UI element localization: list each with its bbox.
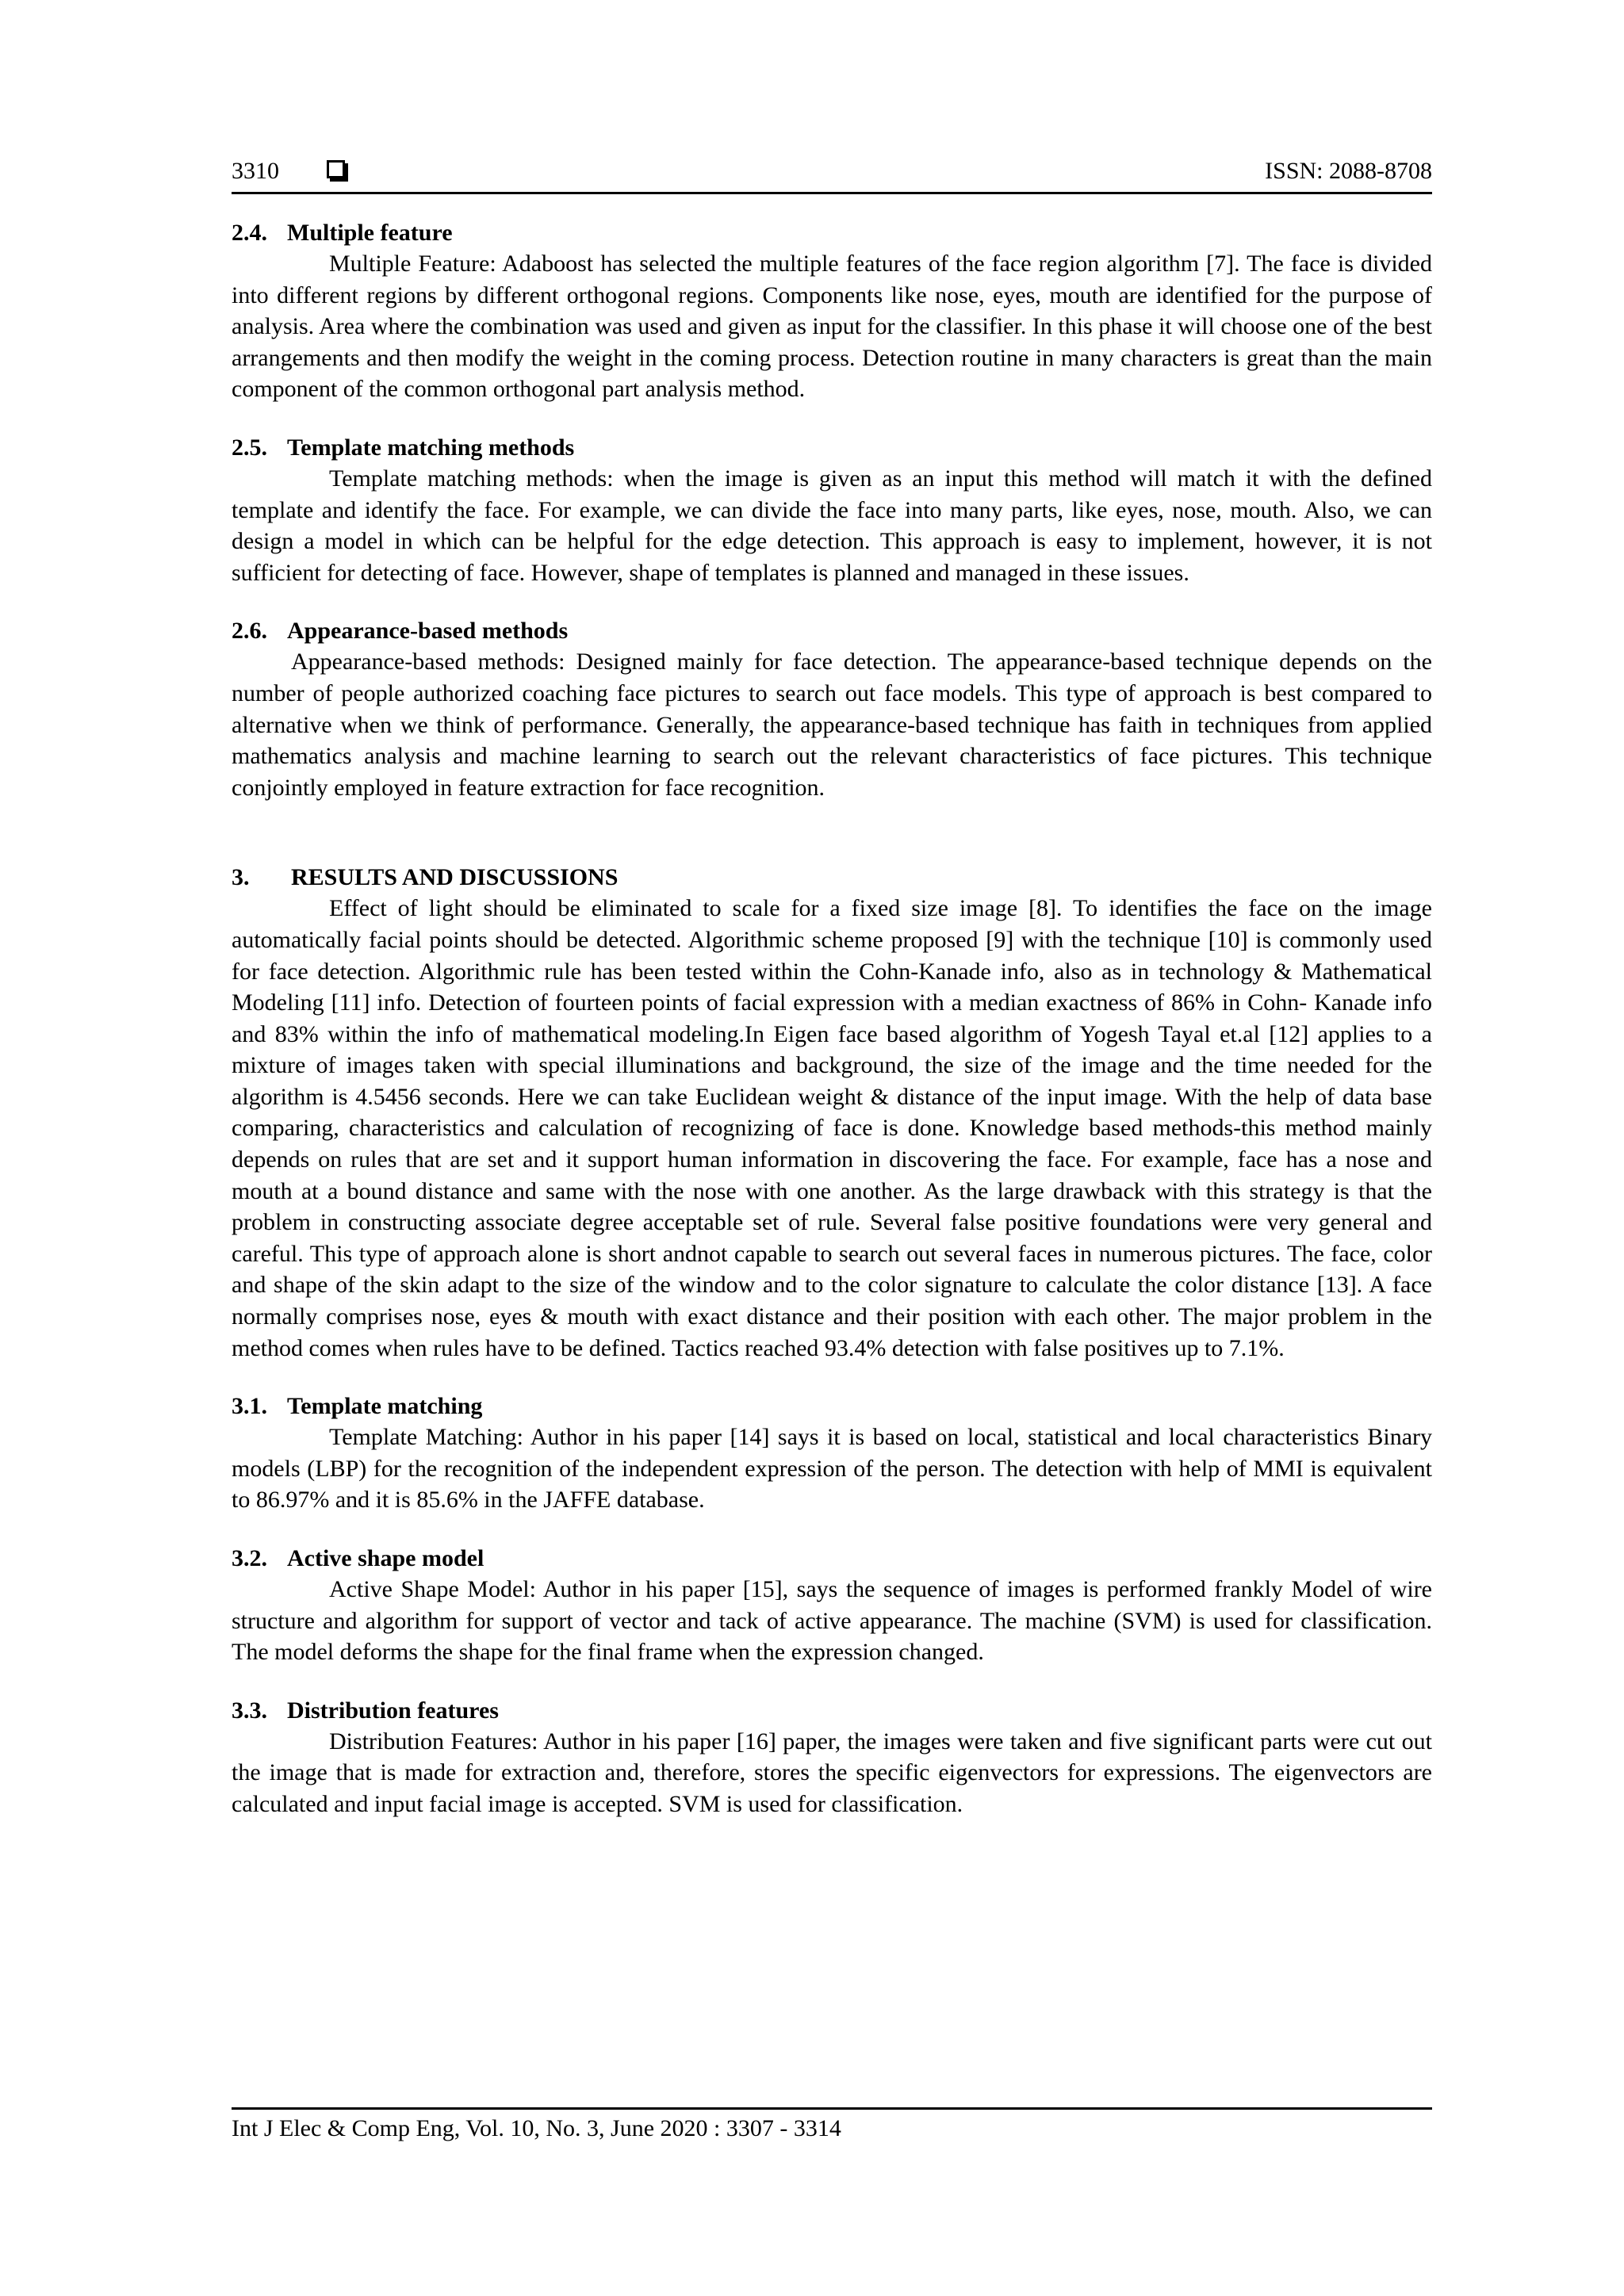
section-3 bbox=[232, 862, 1432, 1364]
journal-citation: Int J Elec & Comp Eng, Vol. 10, No. 3, June 2020 : 3307 - 3314 bbox=[232, 2115, 841, 2141]
page-footer bbox=[232, 2107, 1432, 2143]
section-title: Active shape model bbox=[287, 1545, 485, 1571]
page-number: 3310 bbox=[232, 158, 279, 184]
section-2-4 bbox=[232, 217, 1432, 405]
section-title: Template matching methods bbox=[287, 434, 575, 461]
section-paragraph: Effect of light should be eliminated to scale for a fixed size image [8]. To identifies the face on the image automatically facial points should be detected. Algorithmic scheme proposed [9] with the technique [10] is commonly used for face detection. Algorithmic rule has been tested within the Cohn-Kanade info, also as in technology & Mathematical Modeling [11] info. Detection of fourteen points of facial expression with a median exactness of 86% in Cohn- Kanade info and 83% within the info of mathematical modeling.In Eigen face based algorithm of Yogesh Tayal et.al [12] applies to a mixture of images taken with special illuminations and background, the size of the image and the time needed for the algorithm is 4.5456 seconds. Here we can take Euclidean weight & distance of the input image. With the help of data base comparing, characteristics and calculation of recognizing of face is done. Knowledge based methods-this method mainly depends on rules that are set and it support human information in discovering the face. For example, face has a nose and mouth at a bound distance and same with the nose with one another. As the large drawback with this strategy is that the problem in constructing associate degree acceptable set of rule. Several false positive foundations were very general and careful. This type of approach alone is short andnot capable to search out several faces in numerous pictures. The face, color and shape of the skin adapt to the size of the window and to the color signature to calculate the color distance [13]. A face normally comprises nose, eyes & mouth with exact distance and their position with each other. The major problem in the method comes when rules have to be defined. Tactics reached 93.4% detection with false positives up to 7.1%. bbox=[232, 895, 1432, 1361]
section-3-3 bbox=[232, 1695, 1432, 1820]
section-number: 2.5. bbox=[232, 434, 267, 461]
section-paragraph: Distribution Features: Author in his paper [16] paper, the images were taken and five significant parts were cut out the image that is made for extraction and, therefore, stores the specific eigenvectors for expressions. The eigenvectors are calculated and input facial image is accepted. SVM is used for classification. bbox=[232, 1728, 1432, 1817]
section-2-6 bbox=[232, 615, 1432, 803]
section-number: 3. bbox=[232, 864, 250, 891]
section-heading bbox=[232, 862, 1432, 893]
section-paragraph: Template matching methods: when the image is given as an input this method will match it with the defined template and identify the face. For example, we can divide the face into many parts, like eyes, nose, mouth. Also, we can design a model in which can be helpful for the edge detection. This approach is easy to implement, however, it is not sufficient for detecting of face. However, shape of templates is planned and managed in these issues. bbox=[232, 465, 1432, 586]
article-body bbox=[232, 217, 1432, 1820]
section-3-2 bbox=[232, 1543, 1432, 1668]
section-title: Distribution features bbox=[287, 1697, 499, 1724]
section-3-1 bbox=[232, 1391, 1432, 1516]
square-bullet-icon bbox=[327, 160, 345, 178]
page-header bbox=[232, 151, 1432, 194]
section-paragraph: Multiple Feature: Adaboost has selected the multiple features of the face region algorithm [7]. The face is divided into different regions by different orthogonal regions. Components like nose, eyes, mouth are identified for the purpose of analysis. Area where the combination was used and given as input for the classifier. In this phase it will choose one of the best arrangements and then modify the weight in the coming process. Detection routine in many characters is great than the main component of the common orthogonal part analysis method. bbox=[232, 251, 1432, 403]
section-heading bbox=[232, 1695, 1432, 1726]
section-paragraph: Template Matching: Author in his paper [14] says it is based on local, statistical and local characteristics Binary models (LBP) for the recognition of the independent expression of the person. The detection with help of MMI is equivalent to 86.97% and it is 85.6% in the JAFFE database. bbox=[232, 1424, 1432, 1513]
section-heading bbox=[232, 217, 1432, 248]
section-number: 3.3. bbox=[232, 1697, 267, 1724]
section-title: Appearance-based methods bbox=[287, 618, 569, 645]
section-title: RESULTS AND DISCUSSIONS bbox=[291, 864, 619, 891]
section-number: 2.6. bbox=[232, 618, 267, 645]
section-heading bbox=[232, 615, 1432, 646]
section-heading bbox=[232, 432, 1432, 463]
section-heading bbox=[232, 1543, 1432, 1574]
section-title: Template matching bbox=[287, 1393, 483, 1420]
section-2-5 bbox=[232, 432, 1432, 588]
section-heading bbox=[232, 1391, 1432, 1422]
section-paragraph: Appearance-based methods: Designed mainly for face detection. The appearance-based technique depends on the number of people authorized coaching face pictures to search out face models. This type of approach is best compared to alternative when we think of performance. Generally, the appearance-based technique has faith in techniques from applied mathematics analysis and machine learning to search out the relevant characteristics of face pictures. This technique conjointly employed in feature extraction for face recognition. bbox=[232, 649, 1432, 801]
section-number: 2.4. bbox=[232, 220, 267, 246]
section-paragraph: Active Shape Model: Author in his paper [15], says the sequence of images is performed frankly Model of wire structure and algorithm for support of vector and tack of active appearance. The machine (SVM) is used for classification. The model deforms the shape for the final frame when the expression changed. bbox=[232, 1576, 1432, 1666]
issn-label: ISSN: 2088-8708 bbox=[1265, 158, 1432, 184]
section-title: Multiple feature bbox=[287, 220, 453, 246]
section-number: 3.2. bbox=[232, 1545, 267, 1571]
section-number: 3.1. bbox=[232, 1393, 267, 1420]
